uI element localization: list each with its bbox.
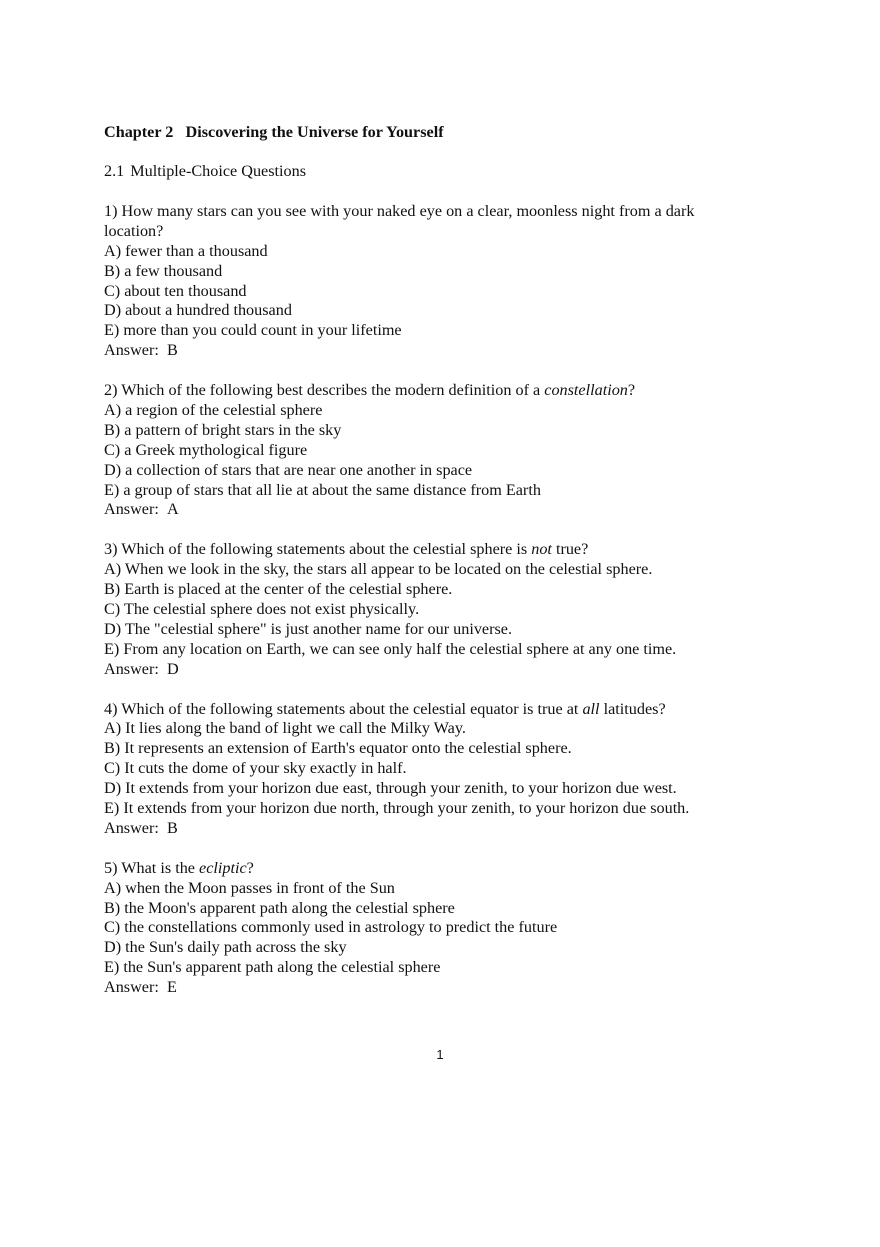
answer-value: E	[166, 978, 177, 997]
option-b: B) the Moon's apparent path along the celestial sphere	[104, 898, 455, 917]
chapter-name: Discovering the Universe for Yourself	[185, 123, 444, 141]
answer-value: B	[166, 341, 178, 360]
question-4	[104, 700, 784, 839]
option-e: E) From any location on Earth, we can see only half the celestial sphere at any one time.	[104, 639, 677, 658]
answer-line: Answer: B	[104, 341, 178, 360]
option-a: A) a region of the celestial sphere	[104, 400, 323, 419]
question-1	[104, 202, 784, 361]
option-e: E) more than you could count in your lifetime	[104, 321, 402, 340]
answer-line: Answer: D	[104, 659, 179, 678]
question-stem-continued: location?	[104, 221, 164, 240]
option-c: C) The celestial sphere does not exist physically.	[104, 600, 420, 618]
question-3	[104, 540, 784, 679]
answer-line: Answer: E	[104, 978, 177, 997]
question-2	[104, 381, 784, 520]
option-c: C) the constellations commonly used in astrology to predict the future	[104, 918, 558, 937]
answer-value: A	[166, 500, 179, 519]
option-b: B) Earth is placed at the center of the celestial sphere.	[104, 580, 453, 599]
option-e: E) a group of stars that all lie at about the same distance from Earth	[104, 480, 541, 499]
option-d: D) the Sun's daily path across the sky	[104, 938, 347, 957]
option-b: B) a few thousand	[104, 261, 223, 280]
question-stem: 4) Which of the following statements about the celestial equator is true at all latitudes?	[104, 699, 666, 718]
section-title: Multiple-Choice Questions	[130, 162, 307, 180]
option-e: E) It extends from your horizon due north, through your zenith, to your horizon due south.	[104, 799, 690, 818]
option-e: E) the Sun's apparent path along the celestial sphere	[104, 958, 441, 977]
answer-line: Answer: A	[104, 500, 179, 519]
chapter-label: Chapter 2	[104, 123, 174, 141]
answer-line: Answer: B	[104, 818, 178, 837]
section-number: 2.1	[104, 162, 125, 180]
option-a: A) fewer than a thousand	[104, 241, 268, 260]
option-d: D) The "celestial sphere" is just another name for our universe.	[104, 619, 513, 638]
answer-value: D	[166, 659, 179, 678]
option-a: A) When we look in the sky, the stars all appear to be located on the celestial sphere.	[104, 560, 653, 579]
question-stem: 1) How many stars can you see with your naked eye on a clear, moonless night from a dark	[104, 201, 695, 220]
question-stem: 5) What is the ecliptic?	[104, 858, 254, 877]
document-page	[104, 122, 784, 1018]
option-d: D) It extends from your horizon due east, through your zenith, to your horizon due west.	[104, 779, 677, 798]
page-number: 1	[436, 1047, 444, 1062]
option-a: A) when the Moon passes in front of the Sun	[104, 878, 395, 897]
option-c: C) It cuts the dome of your sky exactly in half.	[104, 759, 407, 778]
question-5	[104, 859, 784, 998]
option-b: B) a pattern of bright stars in the sky	[104, 420, 342, 439]
option-c: C) a Greek mythological figure	[104, 440, 308, 459]
question-stem: 2) Which of the following best describes the modern definition of a constellation?	[104, 381, 636, 400]
option-b: B) It represents an extension of Earth's equator onto the celestial sphere.	[104, 739, 572, 758]
option-d: D) a collection of stars that are near one another in space	[104, 460, 473, 479]
chapter-title	[104, 122, 784, 142]
question-stem: 3) Which of the following statements about the celestial sphere is not true?	[104, 540, 589, 559]
section-heading	[104, 162, 784, 182]
option-c: C) about ten thousand	[104, 281, 247, 300]
answer-value: B	[166, 818, 178, 837]
option-a: A) It lies along the band of light we call the Milky Way.	[104, 719, 466, 738]
option-d: D) about a hundred thousand	[104, 301, 292, 320]
